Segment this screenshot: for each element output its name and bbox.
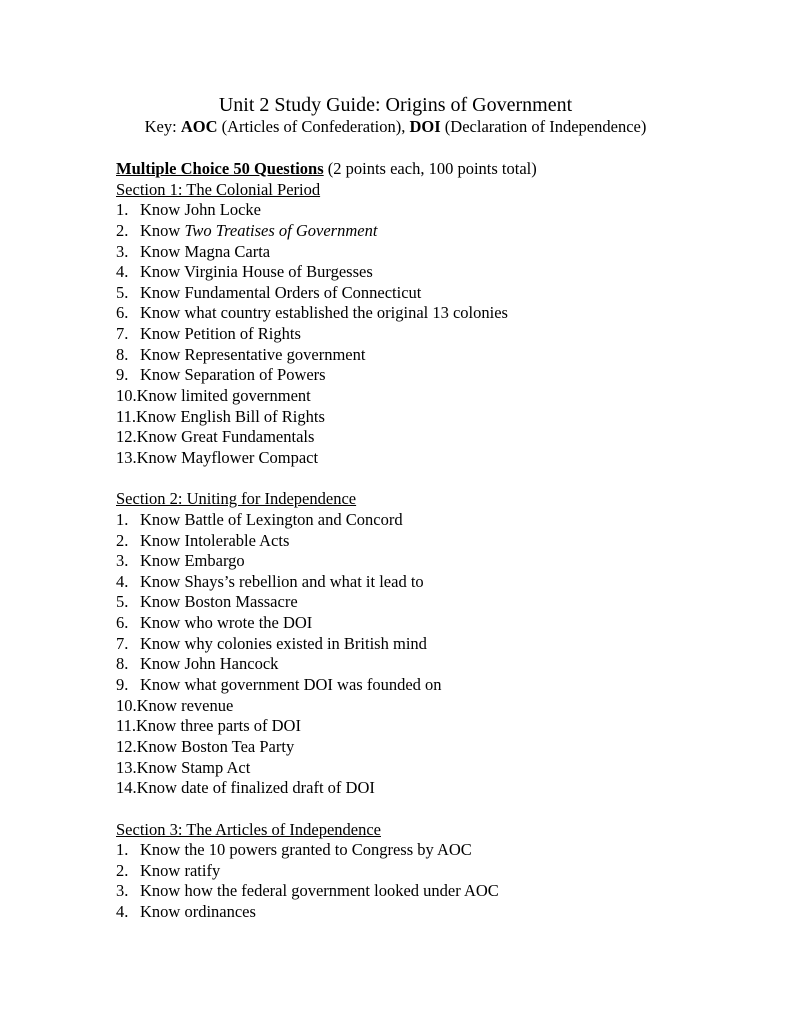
section-3: [116, 820, 756, 923]
item-text: Know limited government: [136, 386, 311, 406]
list-item: [116, 572, 756, 593]
section-heading: Section 1: The Colonial Period: [116, 179, 321, 199]
item-number: 1.: [116, 840, 129, 860]
section-spacer: [116, 469, 756, 490]
item-text: Know Petition of Rights: [140, 324, 301, 344]
list-item: [116, 758, 756, 779]
list-item: [116, 427, 756, 448]
item-text: Know Intolerable Acts: [140, 530, 290, 550]
item-number: 4.: [116, 902, 129, 922]
list-item: [116, 510, 756, 531]
list-item: [116, 881, 756, 902]
section-2: [116, 489, 756, 799]
section-item-list: [116, 510, 756, 799]
item-number: 2.: [116, 220, 129, 240]
item-text: Know Stamp Act: [136, 757, 251, 777]
section-heading: Section 3: The Articles of Independence: [116, 819, 381, 839]
multiple-choice-heading: Multiple Choice 50 Questions: [116, 159, 324, 178]
item-number: 1.: [116, 200, 129, 220]
list-item: [116, 716, 756, 737]
item-number: 10.: [116, 695, 137, 715]
study-guide-content: [116, 159, 756, 923]
item-text: Know ordinances: [140, 902, 256, 922]
item-number: 3.: [116, 551, 129, 571]
item-number: 3.: [116, 881, 129, 901]
item-text: Know the 10 powers granted to Congress by AOC: [140, 840, 472, 860]
item-number: 8.: [116, 654, 129, 674]
section-item-list: [116, 200, 756, 468]
list-item: [116, 283, 756, 304]
list-item: [116, 675, 756, 696]
list-item: [116, 634, 756, 655]
item-text: Know Magna Carta: [140, 241, 271, 261]
item-text: Know date of finalized draft of DOI: [136, 778, 375, 798]
item-number: 9.: [116, 675, 129, 695]
list-item: [116, 448, 756, 469]
item-number: 5.: [116, 282, 129, 302]
key-line: [0, 116, 791, 138]
item-text: Know revenue: [136, 695, 234, 715]
item-number: 1.: [116, 509, 129, 529]
list-item: [116, 365, 756, 386]
section-1: [116, 180, 756, 469]
key-aoc-abbr: AOC: [180, 117, 218, 136]
item-text: Know how the federal government looked under AOC: [140, 881, 499, 901]
section-item-list: [116, 840, 756, 923]
item-number: 4.: [116, 571, 129, 591]
list-item: [116, 242, 756, 263]
item-italic-title: Two Treatises of Government: [184, 220, 378, 240]
item-text: Know who wrote the DOI: [140, 613, 313, 633]
item-number: 2.: [116, 530, 129, 550]
item-text: Know John Locke: [140, 200, 261, 220]
item-text: Know why colonies existed in British mind: [140, 633, 427, 653]
list-item: [116, 407, 756, 428]
section-heading: Section 2: Uniting for Independence: [116, 489, 357, 509]
item-text: Know Virginia House of Burgesses: [140, 262, 373, 282]
key-doi-full: (Declaration of Independence): [440, 117, 647, 136]
item-text: Know Boston Tea Party: [136, 736, 295, 756]
item-number: 4.: [116, 262, 129, 282]
item-text: Know Representative government: [140, 344, 366, 364]
list-item: [116, 737, 756, 758]
key-doi-abbr: DOI: [409, 117, 441, 136]
key-prefix: Key:: [144, 117, 181, 136]
list-item: [116, 262, 756, 283]
list-item: [116, 902, 756, 923]
item-number: 8.: [116, 344, 129, 364]
item-text: Know Shays’s rebellion and what it lead to: [140, 571, 424, 591]
item-text: Know English Bill of Rights: [136, 406, 325, 426]
item-number: 11.: [116, 406, 137, 426]
item-text: Know three parts of DOI: [136, 716, 301, 736]
list-item: [116, 386, 756, 407]
item-number: 6.: [116, 613, 129, 633]
list-item: [116, 531, 756, 552]
list-item: [116, 324, 756, 345]
list-item: [116, 696, 756, 717]
item-number: 14.: [116, 778, 137, 798]
item-number: 7.: [116, 324, 129, 344]
item-number: 2.: [116, 860, 129, 880]
item-text: Know Separation of Powers: [140, 365, 326, 385]
item-number: 12.: [116, 736, 137, 756]
item-text: Know Great Fundamentals: [136, 427, 315, 447]
item-number: 12.: [116, 427, 137, 447]
item-number: 6.: [116, 303, 129, 323]
item-text: Know Boston Massacre: [140, 592, 298, 612]
list-item: [116, 778, 756, 799]
item-number: 10.: [116, 386, 137, 406]
section-spacer: [116, 799, 756, 820]
item-text: Know: [140, 220, 185, 240]
item-number: 13.: [116, 757, 137, 777]
multiple-choice-line: [116, 159, 756, 180]
sections-container: [116, 180, 756, 923]
list-item: [116, 200, 756, 221]
list-item: [116, 861, 756, 882]
item-text: Know John Hancock: [140, 654, 279, 674]
item-number: 13.: [116, 447, 137, 467]
item-number: 7.: [116, 633, 129, 653]
item-text: Know Fundamental Orders of Connecticut: [140, 282, 422, 302]
list-item: [116, 345, 756, 366]
item-number: 5.: [116, 592, 129, 612]
item-number: 9.: [116, 365, 129, 385]
page-title: Unit 2 Study Guide: Origins of Government: [218, 94, 573, 116]
item-text: Know ratify: [140, 860, 221, 880]
key-aoc-full: (Articles of Confederation),: [217, 117, 410, 136]
multiple-choice-detail: (2 points each, 100 points total): [323, 159, 537, 178]
list-item: [116, 840, 756, 861]
item-text: Know what country established the original 13 colonies: [140, 303, 508, 323]
item-text: Know Embargo: [140, 551, 245, 571]
item-text: Know what government DOI was founded on: [140, 675, 442, 695]
item-number: 11.: [116, 716, 137, 736]
list-item: [116, 303, 756, 324]
list-item: [116, 592, 756, 613]
list-item: [116, 221, 756, 242]
item-text: Know Mayflower Compact: [136, 447, 319, 467]
list-item: [116, 654, 756, 675]
item-text: Know Battle of Lexington and Concord: [140, 509, 403, 529]
list-item: [116, 613, 756, 634]
list-item: [116, 551, 756, 572]
item-number: 3.: [116, 241, 129, 261]
